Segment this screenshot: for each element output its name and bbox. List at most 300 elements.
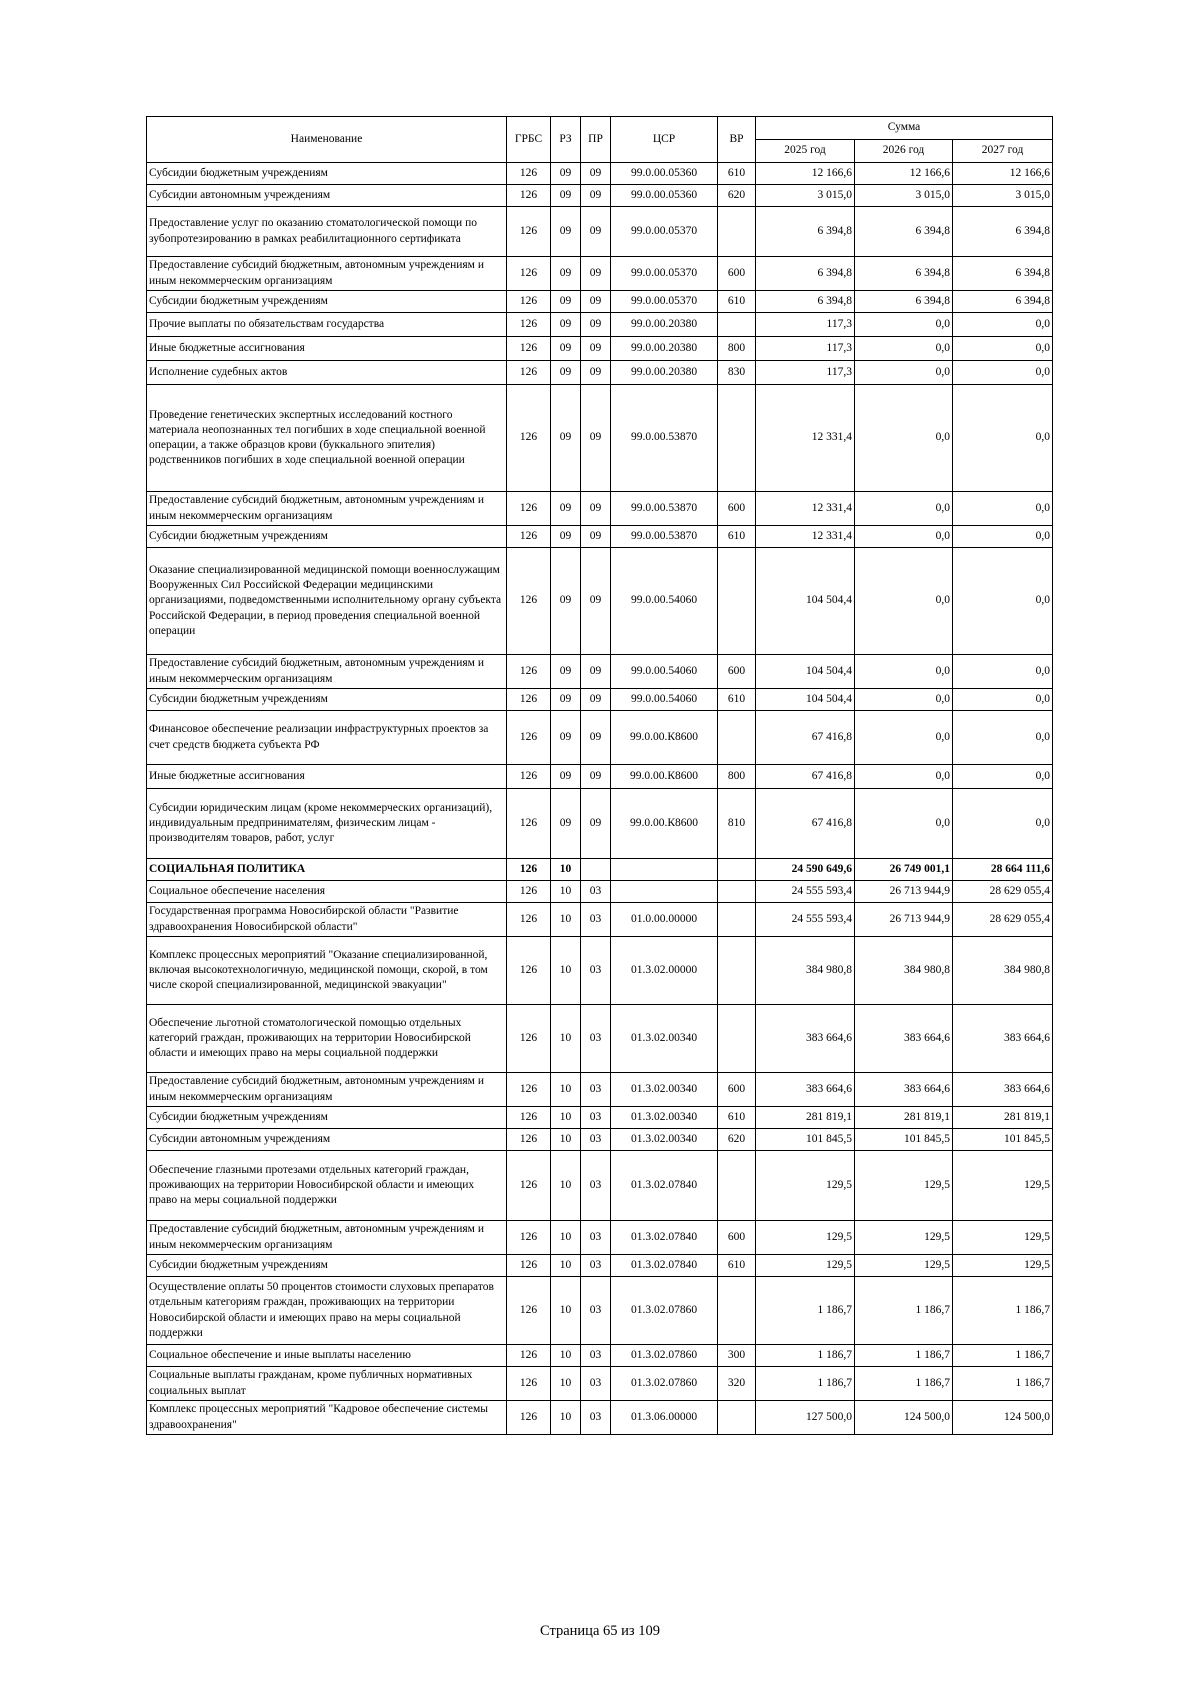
row-sum-2027: 129,5 <box>953 1221 1053 1255</box>
row-sum-2027: 129,5 <box>953 1255 1053 1277</box>
row-rz: 09 <box>551 337 581 361</box>
row-pr: 03 <box>581 1255 611 1277</box>
row-grbs: 126 <box>507 185 551 207</box>
row-sum-2026: 0,0 <box>855 689 953 711</box>
header-2026: 2026 год <box>855 140 953 163</box>
row-csr: 01.3.02.07860 <box>611 1277 718 1345</box>
row-sum-2026: 0,0 <box>855 385 953 492</box>
row-name: Предоставление субсидий бюджетным, автономным учреждениям и иным некоммерческим организациям <box>147 1073 507 1107</box>
row-pr: 09 <box>581 789 611 859</box>
row-sum-2026: 26 749 001,1 <box>855 859 953 881</box>
table-row <box>147 257 1053 291</box>
table-body <box>147 163 1053 1435</box>
table-row <box>147 1107 1053 1129</box>
row-grbs: 126 <box>507 1345 551 1367</box>
row-pr: 09 <box>581 163 611 185</box>
row-name: Оказание специализированной медицинской помощи военнослужащим Вооруженных Сил Российской Федерации медицинскими организациями, подведомственными исполнительному органу субъекта Российской Федерации, в период проведения специальной военной операции <box>147 548 507 655</box>
row-vr: 800 <box>718 337 756 361</box>
row-sum-2027: 0,0 <box>953 765 1053 789</box>
row-grbs: 126 <box>507 492 551 526</box>
row-sum-2027: 383 664,6 <box>953 1073 1053 1107</box>
row-sum-2025: 129,5 <box>756 1151 855 1221</box>
row-pr: 09 <box>581 655 611 689</box>
table-row <box>147 385 1053 492</box>
table-row <box>147 207 1053 257</box>
row-grbs: 126 <box>507 903 551 937</box>
row-vr <box>718 859 756 881</box>
row-csr: 99.0.00.К8600 <box>611 765 718 789</box>
row-name: Субсидии автономным учреждениям <box>147 185 507 207</box>
row-csr: 01.3.02.07840 <box>611 1255 718 1277</box>
row-rz: 09 <box>551 526 581 548</box>
row-name: Социальные выплаты гражданам, кроме публичных нормативных социальных выплат <box>147 1367 507 1401</box>
row-pr: 09 <box>581 385 611 492</box>
row-pr: 09 <box>581 337 611 361</box>
row-grbs: 126 <box>507 655 551 689</box>
row-rz: 09 <box>551 361 581 385</box>
row-name: Предоставление субсидий бюджетным, автономным учреждениям и иным некоммерческим организациям <box>147 257 507 291</box>
table-row <box>147 526 1053 548</box>
row-name: Комплекс процессных мероприятий "Кадровое обеспечение системы здравоохранения" <box>147 1401 507 1435</box>
row-name: Субсидии бюджетным учреждениям <box>147 1255 507 1277</box>
row-grbs: 126 <box>507 291 551 313</box>
table-row <box>147 185 1053 207</box>
table-header <box>147 117 1053 163</box>
table-row <box>147 1005 1053 1073</box>
row-sum-2025: 104 504,4 <box>756 689 855 711</box>
row-sum-2025: 129,5 <box>756 1255 855 1277</box>
row-pr: 09 <box>581 689 611 711</box>
row-grbs: 126 <box>507 1367 551 1401</box>
row-sum-2027: 0,0 <box>953 492 1053 526</box>
header-2027: 2027 год <box>953 140 1053 163</box>
row-sum-2026: 0,0 <box>855 548 953 655</box>
row-pr <box>581 859 611 881</box>
table-row <box>147 1367 1053 1401</box>
row-csr: 99.0.00.20380 <box>611 337 718 361</box>
row-sum-2025: 127 500,0 <box>756 1401 855 1435</box>
row-vr: 800 <box>718 765 756 789</box>
row-sum-2025: 383 664,6 <box>756 1073 855 1107</box>
row-sum-2026: 0,0 <box>855 492 953 526</box>
row-rz: 09 <box>551 548 581 655</box>
row-sum-2025: 384 980,8 <box>756 937 855 1005</box>
row-sum-2027: 384 980,8 <box>953 937 1053 1005</box>
row-grbs: 126 <box>507 163 551 185</box>
row-sum-2027: 0,0 <box>953 313 1053 337</box>
row-grbs: 126 <box>507 711 551 765</box>
row-name: Прочие выплаты по обязательствам государства <box>147 313 507 337</box>
row-pr: 03 <box>581 1345 611 1367</box>
row-sum-2025: 3 015,0 <box>756 185 855 207</box>
table-row <box>147 1345 1053 1367</box>
row-name: Субсидии бюджетным учреждениям <box>147 1107 507 1129</box>
row-rz: 10 <box>551 1221 581 1255</box>
row-sum-2027: 0,0 <box>953 689 1053 711</box>
row-sum-2025: 129,5 <box>756 1221 855 1255</box>
row-sum-2026: 0,0 <box>855 526 953 548</box>
row-vr: 600 <box>718 655 756 689</box>
row-rz: 10 <box>551 1255 581 1277</box>
row-rz: 10 <box>551 1005 581 1073</box>
row-name: Обеспечение глазными протезами отдельных категорий граждан, проживающих на территории Новосибирской области и имеющих право на меры социальной поддержки <box>147 1151 507 1221</box>
row-name: Субсидии бюджетным учреждениям <box>147 291 507 313</box>
row-sum-2026: 383 664,6 <box>855 1073 953 1107</box>
row-pr: 03 <box>581 1221 611 1255</box>
row-rz: 09 <box>551 765 581 789</box>
row-sum-2026: 129,5 <box>855 1151 953 1221</box>
row-sum-2026: 0,0 <box>855 765 953 789</box>
row-sum-2026: 1 186,7 <box>855 1277 953 1345</box>
row-sum-2027: 6 394,8 <box>953 207 1053 257</box>
table-row <box>147 313 1053 337</box>
row-name: Предоставление субсидий бюджетным, автономным учреждениям и иным некоммерческим организациям <box>147 1221 507 1255</box>
row-csr: 01.3.02.07860 <box>611 1345 718 1367</box>
row-grbs: 126 <box>507 689 551 711</box>
header-name: Наименование <box>147 117 507 163</box>
row-sum-2025: 67 416,8 <box>756 765 855 789</box>
row-sum-2027: 12 166,6 <box>953 163 1053 185</box>
row-vr: 610 <box>718 689 756 711</box>
row-rz: 10 <box>551 1367 581 1401</box>
row-grbs: 126 <box>507 337 551 361</box>
row-sum-2027: 0,0 <box>953 655 1053 689</box>
row-grbs: 126 <box>507 361 551 385</box>
row-sum-2026: 0,0 <box>855 655 953 689</box>
row-sum-2025: 24 555 593,4 <box>756 881 855 903</box>
row-name: Иные бюджетные ассигнования <box>147 337 507 361</box>
row-csr: 01.3.02.00340 <box>611 1005 718 1073</box>
header-pr: ПР <box>581 117 611 163</box>
row-csr: 01.3.02.07840 <box>611 1151 718 1221</box>
row-csr <box>611 859 718 881</box>
row-name: Осуществление оплаты 50 процентов стоимости слуховых препаратов отдельным категориям граждан, проживающих на территории Новосибирской области и имеющих право на меры социальной поддержки <box>147 1277 507 1345</box>
row-grbs: 126 <box>507 1255 551 1277</box>
row-sum-2025: 24 590 649,6 <box>756 859 855 881</box>
row-sum-2026: 26 713 944,9 <box>855 881 953 903</box>
table-row <box>147 1151 1053 1221</box>
row-csr: 01.3.02.00340 <box>611 1107 718 1129</box>
row-name: Исполнение судебных актов <box>147 361 507 385</box>
row-sum-2026: 129,5 <box>855 1221 953 1255</box>
header-csr: ЦСР <box>611 117 718 163</box>
row-sum-2027: 1 186,7 <box>953 1345 1053 1367</box>
row-pr: 03 <box>581 1367 611 1401</box>
row-sum-2027: 101 845,5 <box>953 1129 1053 1151</box>
row-rz: 09 <box>551 711 581 765</box>
row-rz: 10 <box>551 1345 581 1367</box>
row-csr: 99.0.00.05360 <box>611 185 718 207</box>
row-name: СОЦИАЛЬНАЯ ПОЛИТИКА <box>147 859 507 881</box>
row-sum-2027: 0,0 <box>953 548 1053 655</box>
row-pr: 09 <box>581 361 611 385</box>
row-sum-2026: 124 500,0 <box>855 1401 953 1435</box>
row-name: Обеспечение льготной стоматологической помощью отдельных категорий граждан, проживающих на территории Новосибирской области и имеющих право на меры социальной поддержки <box>147 1005 507 1073</box>
row-sum-2025: 24 555 593,4 <box>756 903 855 937</box>
row-sum-2025: 117,3 <box>756 313 855 337</box>
row-name: Субсидии бюджетным учреждениям <box>147 526 507 548</box>
row-name: Субсидии бюджетным учреждениям <box>147 689 507 711</box>
row-vr <box>718 937 756 1005</box>
row-pr: 03 <box>581 1401 611 1435</box>
row-vr: 610 <box>718 291 756 313</box>
budget-table <box>146 116 1053 1435</box>
table-row <box>147 163 1053 185</box>
row-name: Предоставление услуг по оказанию стоматологической помощи по зубопротезированию в рамках реабилитационного сертификата <box>147 207 507 257</box>
row-grbs: 126 <box>507 257 551 291</box>
table-row <box>147 1221 1053 1255</box>
row-sum-2025: 12 331,4 <box>756 492 855 526</box>
row-csr: 99.0.00.53870 <box>611 526 718 548</box>
row-pr: 09 <box>581 711 611 765</box>
row-pr: 03 <box>581 1277 611 1345</box>
row-pr: 09 <box>581 257 611 291</box>
row-vr <box>718 1277 756 1345</box>
row-grbs: 126 <box>507 207 551 257</box>
row-name: Финансовое обеспечение реализации инфраструктурных проектов за счет средств бюджета субъекта РФ <box>147 711 507 765</box>
table-row <box>147 1277 1053 1345</box>
row-pr: 09 <box>581 313 611 337</box>
row-sum-2027: 3 015,0 <box>953 185 1053 207</box>
row-sum-2027: 383 664,6 <box>953 1005 1053 1073</box>
row-vr: 600 <box>718 1073 756 1107</box>
row-grbs: 126 <box>507 548 551 655</box>
row-name: Иные бюджетные ассигнования <box>147 765 507 789</box>
row-vr: 620 <box>718 1129 756 1151</box>
row-vr <box>718 711 756 765</box>
row-sum-2026: 1 186,7 <box>855 1367 953 1401</box>
row-rz: 09 <box>551 689 581 711</box>
row-sum-2027: 0,0 <box>953 337 1053 361</box>
row-sum-2026: 0,0 <box>855 711 953 765</box>
row-sum-2027: 28 629 055,4 <box>953 903 1053 937</box>
row-rz: 10 <box>551 881 581 903</box>
row-rz: 10 <box>551 859 581 881</box>
row-grbs: 126 <box>507 526 551 548</box>
row-rz: 09 <box>551 492 581 526</box>
row-csr: 01.3.02.00340 <box>611 1129 718 1151</box>
row-sum-2025: 104 504,4 <box>756 655 855 689</box>
row-pr: 03 <box>581 881 611 903</box>
row-pr: 03 <box>581 903 611 937</box>
row-grbs: 126 <box>507 1005 551 1073</box>
row-pr: 03 <box>581 937 611 1005</box>
row-grbs: 126 <box>507 1221 551 1255</box>
table-row <box>147 337 1053 361</box>
row-sum-2027: 0,0 <box>953 711 1053 765</box>
row-sum-2027: 0,0 <box>953 361 1053 385</box>
row-name: Предоставление субсидий бюджетным, автономным учреждениям и иным некоммерческим организациям <box>147 492 507 526</box>
row-vr <box>718 385 756 492</box>
row-name: Субсидии юридическим лицам (кроме некоммерческих организаций), индивидуальным предпринимателям, физическим лицам - производителям товаров, работ, услуг <box>147 789 507 859</box>
row-sum-2026: 0,0 <box>855 361 953 385</box>
row-name: Социальное обеспечение населения <box>147 881 507 903</box>
row-grbs: 126 <box>507 1151 551 1221</box>
row-sum-2025: 281 819,1 <box>756 1107 855 1129</box>
row-csr: 99.0.00.54060 <box>611 548 718 655</box>
row-vr <box>718 1401 756 1435</box>
row-vr: 610 <box>718 163 756 185</box>
header-rz: РЗ <box>551 117 581 163</box>
table-row <box>147 711 1053 765</box>
row-vr: 610 <box>718 1107 756 1129</box>
table-row <box>147 548 1053 655</box>
table-row <box>147 291 1053 313</box>
row-csr: 99.0.00.20380 <box>611 313 718 337</box>
row-rz: 09 <box>551 257 581 291</box>
row-sum-2025: 104 504,4 <box>756 548 855 655</box>
row-grbs: 126 <box>507 881 551 903</box>
row-rz: 10 <box>551 1277 581 1345</box>
row-pr: 09 <box>581 291 611 313</box>
table-row <box>147 881 1053 903</box>
table-row <box>147 789 1053 859</box>
row-sum-2027: 28 664 111,6 <box>953 859 1053 881</box>
row-sum-2027: 0,0 <box>953 526 1053 548</box>
table-row <box>147 1401 1053 1435</box>
row-grbs: 126 <box>507 765 551 789</box>
row-rz: 09 <box>551 291 581 313</box>
row-csr: 99.0.00.К8600 <box>611 711 718 765</box>
row-sum-2026: 0,0 <box>855 337 953 361</box>
row-sum-2026: 0,0 <box>855 789 953 859</box>
row-name: Государственная программа Новосибирской области "Развитие здравоохранения Новосибирской области" <box>147 903 507 937</box>
row-vr <box>718 881 756 903</box>
row-sum-2027: 6 394,8 <box>953 257 1053 291</box>
row-pr: 09 <box>581 765 611 789</box>
table-row <box>147 1129 1053 1151</box>
page-number: Страница 65 из 109 <box>539 1623 660 1639</box>
row-pr: 03 <box>581 1129 611 1151</box>
row-vr: 320 <box>718 1367 756 1401</box>
row-sum-2026: 383 664,6 <box>855 1005 953 1073</box>
row-rz: 10 <box>551 1129 581 1151</box>
row-csr <box>611 881 718 903</box>
row-sum-2025: 6 394,8 <box>756 207 855 257</box>
row-vr: 610 <box>718 1255 756 1277</box>
table-row <box>147 361 1053 385</box>
row-rz: 09 <box>551 385 581 492</box>
row-vr <box>718 903 756 937</box>
row-sum-2025: 6 394,8 <box>756 257 855 291</box>
header-grbs: ГРБС <box>507 117 551 163</box>
row-grbs: 126 <box>507 1073 551 1107</box>
row-sum-2026: 281 819,1 <box>855 1107 953 1129</box>
row-name: Субсидии бюджетным учреждениям <box>147 163 507 185</box>
row-sum-2025: 383 664,6 <box>756 1005 855 1073</box>
table-row <box>147 1255 1053 1277</box>
row-grbs: 126 <box>507 859 551 881</box>
row-pr: 09 <box>581 185 611 207</box>
row-name: Комплекс процессных мероприятий "Оказание специализированной, включая высокотехнологичную, медицинской помощи, скорой, в том числе скорой специализированной, медицинской эвакуации" <box>147 937 507 1005</box>
row-rz: 09 <box>551 789 581 859</box>
row-csr: 99.0.00.53870 <box>611 385 718 492</box>
row-sum-2026: 101 845,5 <box>855 1129 953 1151</box>
row-vr: 610 <box>718 526 756 548</box>
row-sum-2027: 1 186,7 <box>953 1277 1053 1345</box>
row-rz: 10 <box>551 1401 581 1435</box>
row-pr: 09 <box>581 492 611 526</box>
row-sum-2027: 0,0 <box>953 385 1053 492</box>
row-pr: 03 <box>581 1107 611 1129</box>
row-csr: 99.0.00.20380 <box>611 361 718 385</box>
row-sum-2027: 1 186,7 <box>953 1367 1053 1401</box>
row-sum-2027: 6 394,8 <box>953 291 1053 313</box>
row-vr <box>718 313 756 337</box>
row-pr: 09 <box>581 526 611 548</box>
row-vr: 620 <box>718 185 756 207</box>
row-sum-2025: 12 331,4 <box>756 526 855 548</box>
row-rz: 10 <box>551 937 581 1005</box>
table-row <box>147 689 1053 711</box>
row-name: Субсидии автономным учреждениям <box>147 1129 507 1151</box>
row-sum-2025: 6 394,8 <box>756 291 855 313</box>
row-csr: 01.3.02.07840 <box>611 1221 718 1255</box>
row-csr: 99.0.00.К8600 <box>611 789 718 859</box>
row-sum-2025: 67 416,8 <box>756 789 855 859</box>
row-rz: 09 <box>551 163 581 185</box>
row-vr <box>718 207 756 257</box>
table-row <box>147 937 1053 1005</box>
row-sum-2025: 117,3 <box>756 337 855 361</box>
row-name: Предоставление субсидий бюджетным, автономным учреждениям и иным некоммерческим организациям <box>147 655 507 689</box>
row-sum-2027: 124 500,0 <box>953 1401 1053 1435</box>
row-sum-2025: 1 186,7 <box>756 1367 855 1401</box>
row-rz: 09 <box>551 185 581 207</box>
row-sum-2027: 28 629 055,4 <box>953 881 1053 903</box>
row-sum-2026: 129,5 <box>855 1255 953 1277</box>
header-2025: 2025 год <box>756 140 855 163</box>
row-sum-2026: 6 394,8 <box>855 257 953 291</box>
row-csr: 99.0.00.05370 <box>611 207 718 257</box>
row-sum-2026: 3 015,0 <box>855 185 953 207</box>
header-vr: ВР <box>718 117 756 163</box>
row-sum-2027: 0,0 <box>953 789 1053 859</box>
row-grbs: 126 <box>507 1401 551 1435</box>
row-vr: 300 <box>718 1345 756 1367</box>
row-sum-2025: 12 166,6 <box>756 163 855 185</box>
row-rz: 09 <box>551 313 581 337</box>
row-vr: 600 <box>718 492 756 526</box>
row-sum-2026: 12 166,6 <box>855 163 953 185</box>
row-sum-2026: 26 713 944,9 <box>855 903 953 937</box>
row-vr: 600 <box>718 1221 756 1255</box>
row-grbs: 126 <box>507 385 551 492</box>
row-pr: 09 <box>581 207 611 257</box>
row-vr <box>718 1005 756 1073</box>
header-sum: Сумма <box>756 117 1053 140</box>
row-csr: 01.3.02.00340 <box>611 1073 718 1107</box>
row-grbs: 126 <box>507 1277 551 1345</box>
row-sum-2025: 117,3 <box>756 361 855 385</box>
row-rz: 10 <box>551 1151 581 1221</box>
row-rz: 09 <box>551 207 581 257</box>
row-grbs: 126 <box>507 313 551 337</box>
row-csr: 01.3.02.07860 <box>611 1367 718 1401</box>
row-csr: 01.3.02.00000 <box>611 937 718 1005</box>
row-sum-2025: 67 416,8 <box>756 711 855 765</box>
row-sum-2025: 101 845,5 <box>756 1129 855 1151</box>
row-csr: 99.0.00.05360 <box>611 163 718 185</box>
row-sum-2025: 1 186,7 <box>756 1277 855 1345</box>
row-sum-2025: 1 186,7 <box>756 1345 855 1367</box>
table-row <box>147 765 1053 789</box>
row-sum-2026: 6 394,8 <box>855 291 953 313</box>
row-vr: 810 <box>718 789 756 859</box>
row-csr: 99.0.00.54060 <box>611 655 718 689</box>
row-csr: 99.0.00.05370 <box>611 257 718 291</box>
row-rz: 10 <box>551 1073 581 1107</box>
